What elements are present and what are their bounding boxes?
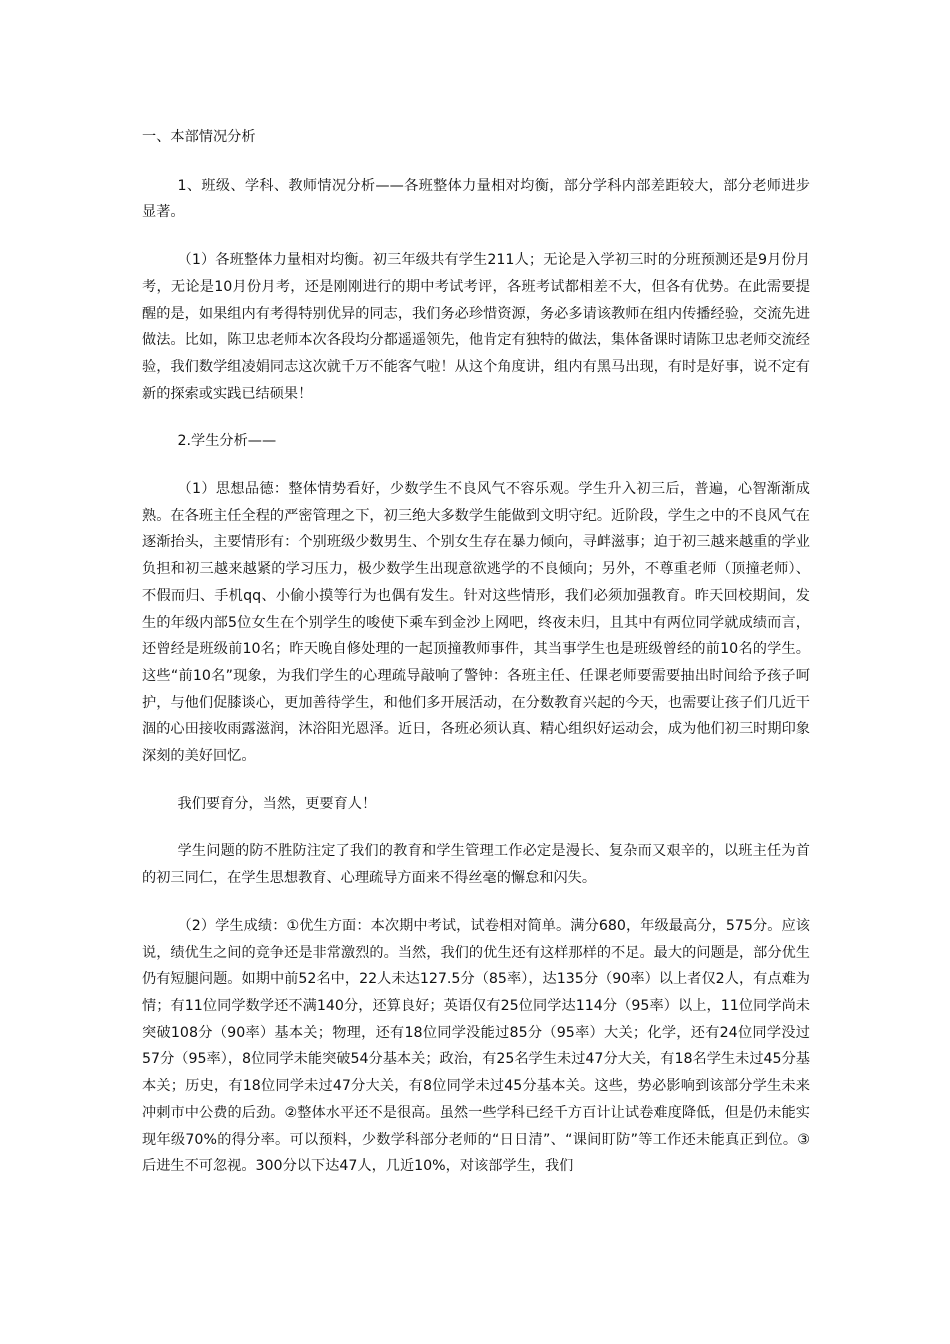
paragraph-class-balance: （1）各班整体力量相对均衡。初三年级共有学生211人；无论是入学初三时的分班预测还是9月份月考，无论是10月份月考，还是刚刚进行的期中考试考评，各班考试都相差不大，但各有优势。在此需要提醒的是，如果组内有考得特别优异的同志，我们务必珍惜资源，务必多请该教师在组内传播经验，交流先进做法。比如，陈卫忠老师本次各段均分都遥遥领先，他肯定有独特的做法，集体备课时请陈卫忠老师交流经验，我们数学组凌娟同志这次就千万不能客气啦！从这个角度讲，组内有黑马出现，有时是好事，说不定有新的探索或实践已结硕果！ [142,252,810,402]
section-heading: 一、本部情况分析 [142,129,256,145]
paragraph-student-scores: （2）学生成绩：①优生方面：本次期中考试，试卷相对简单。满分680，年级最高分，575分。应该说，绩优生之间的竞争还是非常激烈的。当然，我们的优生还有这样那样的不足。最大的问题是，部分优生仍有短腿问题。如期中前52名中，22人未达127.5分（85率），达135分（90率）以上者仅2人，有点难为情；有11位同学数学还不满140分，还算良好；英语仅有25位同学达114分（95率）以上，11位同学尚未突破108分（90率）基本关；物理，还有18位同学没能过85分（95率）大关；化学，还有24位同学没过57分（95率），8位同学未能突破54分基本关；政治，有25名学生未过47分大关，有18名学生未过45分基本关；历史，有18位同学未过47分大关，有8位同学未过45分基本关。这些，势必影响到该部分学生未来冲刺市中公费的后劲。②整体水平还不是很高。虽然一些学科已经千方百计让试卷难度降低，但是仍未能实现年级70%的得分率。可以预料，少数学科部分老师的“日日清”、“课间盯防”等工作还未能真正到位。③后进生不可忽视。300分以下达47人，几近10%，对该部学生，我们 [142,917,810,1175]
document-body [142,124,810,1180]
paragraph-student-analysis-heading: 2.学生分析—— [177,433,277,450]
paragraph-educate-people: 我们要育分，当然，更要育人！ [177,795,377,812]
paragraph-class-subject-teacher: 1、班级、学科、教师情况分析——各班整体力量相对均衡，部分学科内部差距较大，部分老师进步显著。 [142,177,810,221]
paragraph-student-issues: 学生问题的防不胜防注定了我们的教育和学生管理工作必定是漫长、复杂而又艰辛的，以班主任为首的初三同仁，在学生思想教育、心理疏导方面来不得丝毫的懈怠和闪失。 [142,843,810,887]
paragraph-moral-character: （1）思想品德：整体情势看好，少数学生不良风气不容乐观。学生升入初三后，普遍，心智渐渐成熟。在各班主任全程的严密管理之下，初三绝大多数学生能做到文明守纪。近阶段，学生之中的不良风气在逐渐抬头，主要情形有：个别班级少数男生、个别女生存在暴力倾向，寻衅滋事；迫于初三越来越重的学业负担和初三越来越紧的学习压力，极少数学生出现意欲逃学的不良倾向；另外，不尊重老师（顶撞老师）、不假而归、手机qq、小偷小摸等行为也偶有发生。针对这些情形，我们必须加强教育。昨天回校期间，发生的年级内部5位女生在个别学生的唆使下乘车到金沙上网吧，终夜未归，且其中有两位同学就成绩而言，还曾经是班级前10名；昨天晚自修处理的一起顶撞教师事件，其当事学生也是班级曾经的前10名的学生。这些“前10名”现象，为我们学生的心理疏导敲响了警钟：各班主任、任课老师要需要抽出时间给予孩子呵护，与他们促膝谈心，更加善待学生，和他们多开展活动，在分数教育兴起的今天，也需要让孩子们几近干涸的心田接收雨露滋润，沐浴阳光恩泽。近日，各班必须认真、精心组织好运动会，成为他们初三时期印象深刻的美好回忆。 [142,481,810,765]
